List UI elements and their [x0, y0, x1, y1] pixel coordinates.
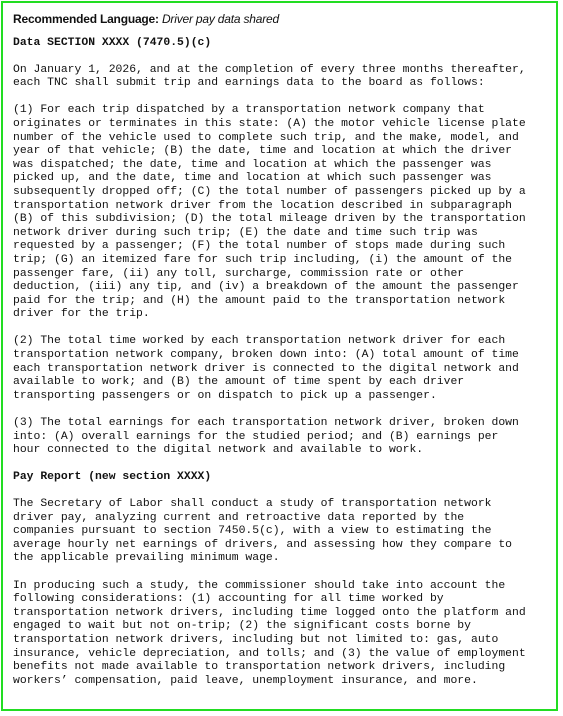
pay-report-paragraph-2: In producing such a study, the commissioner should take into account the following considerations: (1) accounting for all time worked by transportation network drivers, including time logged onto the platform and engaged to wait but not on-trip; (2) the significant costs borne by transportation network drivers, including but not limited to: gas, auto insurance, vehicle depreciation, and tolls; and (3) the value of employment benefits not made available to transportation network drivers, including workers’ compensation, paid leave, unemployment insurance, and more.	[13, 579, 526, 687]
pay-report-paragraph-1: The Secretary of Labor shall conduct a study of transportation network driver pay, analyzing current and retroactive data reported by the companies pursuant to section 7450.5(c), with a view to estimating the average hourly net earnings of drivers, and assessing how they compare to the applicable prevailing minimum wage.	[13, 498, 512, 565]
document-content	[13, 12, 558, 688]
data-section-intro: On January 1, 2026, and at the completion of every three months thereafter, each TNC shall submit trip and earnings data to the board as follows:	[13, 63, 526, 90]
data-section-item-3: (3) The total earnings for each transportation network driver, broken down into: (A) overall earnings for the studied period; and (B) earnings per hour connected to the digital network and available to work.	[13, 417, 519, 457]
data-section-item-1: (1) For each trip dispatched by a transportation network company that originates or terminates in this state: (A) the motor vehicle license plate number of the vehicle used to complete such trip, and the make, model, and year of that vehicle; (B) the date, time and location at which the driver was dispatched; the date, time and location at which the passenger was picked up, and the date, time and location at which such passenger was subsequently dropped off; (C) the total number of passengers picked up by a transportation network driver from the location described in subparagraph (B) of this subdivision; (D) the total mileage driven by the transportation network driver during such trip; (E) the date and time such trip was requested by a passenger; (F) the total number of stops made during such trip; (G) an itemized fare for such trip including, (i) the amount of the passenger fare, (ii) any toll, surcharge, commission rate or other deduction, (iii) any tip, and (iv) a breakdown of the amount the passenger paid for the trip; and (H) the amount paid to the transportation network driver for the trip.	[13, 104, 526, 321]
data-section-title: Data SECTION XXXX (7470.5)(c)	[13, 37, 212, 49]
header-value: Driver pay data shared	[161, 12, 279, 26]
pay-report-title: Pay Report (new section XXXX)	[13, 471, 212, 484]
header-label: Recommended Language	[13, 12, 156, 26]
header-separator: :	[155, 12, 162, 26]
data-section-item-2: (2) The total time worked by each transportation network driver for each transportation network company, broken down into: (A) total amount of time each transportation network driver is connected to the digital network and available to work; and (B) the amount of time spent by each driver transporting passengers or on dispatch to pick up a passenger.	[13, 335, 519, 402]
recommended-language-header	[13, 12, 558, 27]
document-frame	[1, 1, 558, 711]
